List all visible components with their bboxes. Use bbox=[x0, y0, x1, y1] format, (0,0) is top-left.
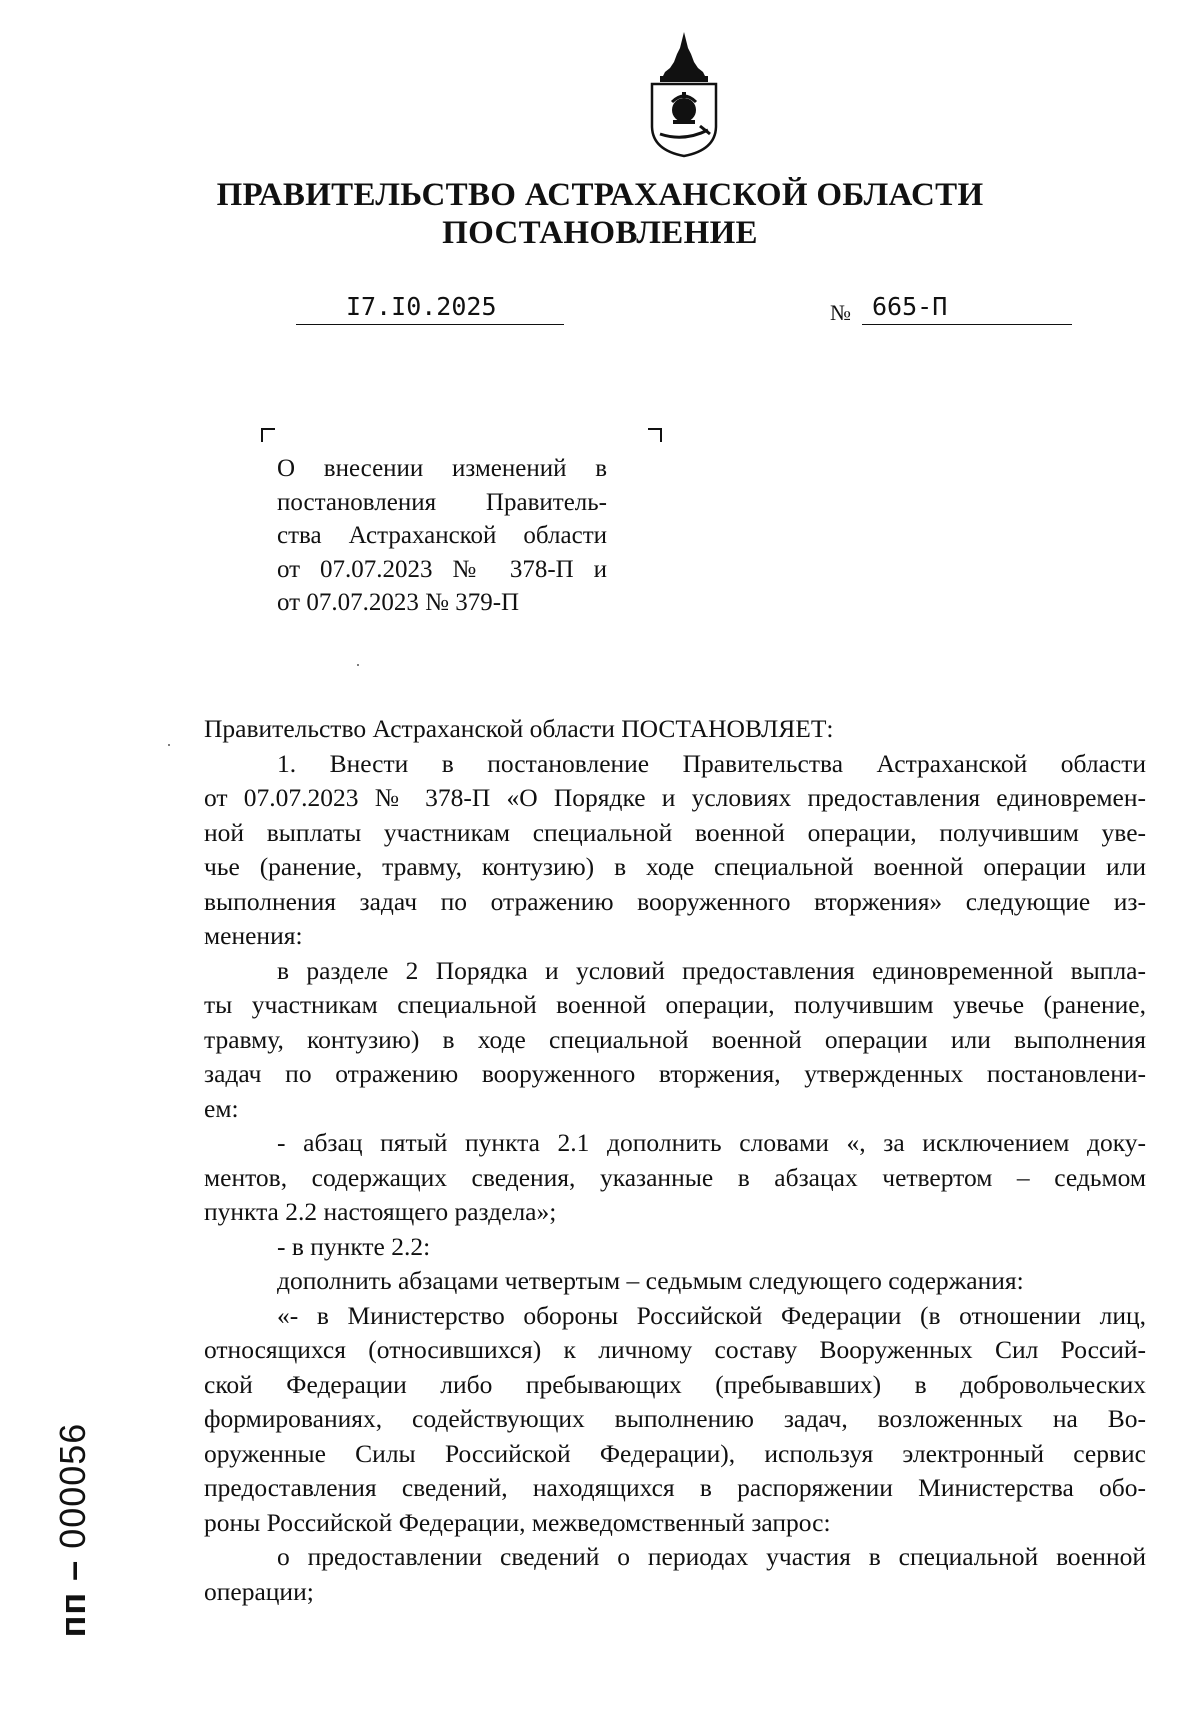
text-line: задач по отражению вооруженного вторжения, утвержденных постановлени- bbox=[204, 1059, 1146, 1088]
date-field bbox=[296, 292, 564, 325]
stamp-number: 000056 bbox=[52, 1422, 93, 1549]
text-line: выполнения задач по отражению вооруженного вторжения» следующие из- bbox=[204, 886, 1146, 916]
text-line: ной выплаты участникам специальной военной операции, получившим уве- bbox=[204, 817, 1146, 847]
text-line: ской Федерации либо пребывающих (пребывавших) в добровольческих bbox=[204, 1369, 1146, 1399]
text-line: оруженные Силы Российской Федерации), используя электронный сервис bbox=[204, 1438, 1146, 1468]
text-line: роны Российской Федерации, межведомственный запрос: bbox=[204, 1507, 831, 1537]
text-line: травму, контузию) в ходе специальной военной операции или выполнения bbox=[204, 1024, 1146, 1054]
paragraph-7 bbox=[204, 1540, 1146, 1609]
document-number: 665-П bbox=[872, 292, 948, 321]
coat-of-arms-emblem bbox=[646, 30, 722, 160]
paragraph-1 bbox=[204, 747, 1146, 954]
intro-paragraph: Правительство Астраханской области ПОСТАНОВЛЯЕТ: bbox=[204, 714, 834, 743]
number-field bbox=[862, 292, 1072, 325]
scan-speck bbox=[168, 744, 170, 746]
paragraph-6 bbox=[204, 1299, 1146, 1541]
text-line: - абзац пятый пункта 2.1 дополнить словами «, за исключением доку- bbox=[277, 1128, 1146, 1157]
text-line: ментов, содержащих сведения, указанные в абзацах четвертом – седьмом bbox=[204, 1162, 1146, 1192]
text-line: в разделе 2 Порядка и условий предоставления единовременной выпла- bbox=[277, 955, 1146, 985]
subject-line: от 07.07.2023 № 378-П и bbox=[277, 555, 607, 583]
subject-line: О внесении изменений в bbox=[277, 455, 607, 482]
paragraph-5: дополнить абзацами четвертым – седьмым следующего содержания: bbox=[277, 1266, 1024, 1295]
subject-corner-right bbox=[648, 428, 662, 442]
text-line: пункта 2.2 настоящего раздела»; bbox=[204, 1197, 557, 1226]
paragraph-4: - в пункте 2.2: bbox=[277, 1231, 431, 1261]
subject-line: ства Астраханской области bbox=[277, 522, 607, 549]
text-line: чье (ранение, травму, контузию) в ходе специальной военной операции или bbox=[204, 852, 1146, 881]
paragraph-3 bbox=[204, 1126, 1146, 1230]
text-line: 1. Внести в постановление Правительства Астраханской области bbox=[277, 748, 1146, 778]
text-line: менения: bbox=[204, 921, 303, 950]
scan-speck bbox=[357, 664, 359, 666]
text-line: ем: bbox=[204, 1093, 239, 1123]
subject-block bbox=[277, 452, 607, 620]
subject-corner-left bbox=[261, 428, 275, 442]
text-line: формированиях, содействующих выполнению задач, возложенных на Во- bbox=[204, 1404, 1146, 1433]
subject-line: от 07.07.2023 № 379-П bbox=[277, 589, 520, 616]
government-title: ПРАВИТЕЛЬСТВО АСТРАХАНСКОЙ ОБЛАСТИ bbox=[216, 177, 984, 213]
number-sign: № bbox=[830, 300, 851, 325]
text-line: о предоставлении сведений о периодах участия в специальной военной bbox=[277, 1542, 1146, 1571]
registration-stamp bbox=[38, 1380, 108, 1680]
text-line: от 07.07.2023 № 378-П «О Порядке и условиях предоставления единовремен- bbox=[204, 783, 1146, 812]
document-date: I7.I0.2025 bbox=[346, 292, 497, 321]
text-line: предоставления сведений, находящихся в распоряжении Министерства обо- bbox=[204, 1473, 1146, 1502]
text-line: относящихся (относившихся) к личному составу Вооруженных Сил Россий- bbox=[204, 1335, 1146, 1364]
paragraph-2 bbox=[204, 954, 1146, 1127]
text-line: ты участникам специальной военной операции, получившим увечье (ранение, bbox=[204, 990, 1146, 1019]
subject-line: постановления Правитель- bbox=[277, 488, 607, 516]
stamp-text bbox=[52, 1423, 94, 1638]
stamp-prefix: пп – bbox=[52, 1559, 93, 1638]
document-type: ПОСТАНОВЛЕНИЕ bbox=[442, 215, 758, 251]
text-line: «- в Министерство обороны Российской Федерации (в отношении лиц, bbox=[277, 1300, 1146, 1330]
text-line: операции; bbox=[204, 1576, 314, 1606]
document-body bbox=[204, 712, 1146, 1609]
